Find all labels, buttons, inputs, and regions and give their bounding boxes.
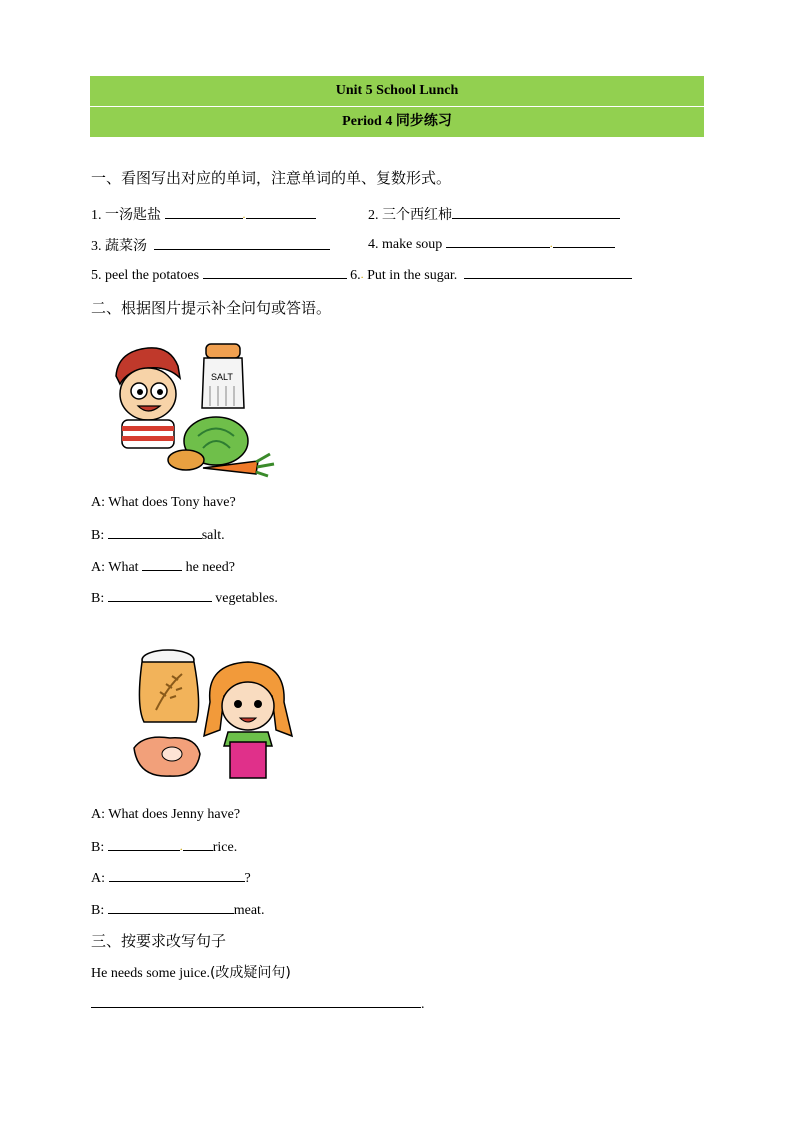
- exercise-4: 4. make soup .: [368, 235, 615, 253]
- rewrite-sentence: He needs some juice.: [91, 966, 210, 981]
- item-prompt: 三个西红柿: [382, 207, 452, 223]
- answer-blank[interactable]: [154, 237, 330, 250]
- answer-text: salt.: [201, 528, 225, 543]
- rewrite-prompt: [91, 962, 291, 982]
- jenny-picture: [126, 646, 306, 786]
- answer-blank[interactable]: [246, 206, 316, 219]
- salt-shaker-icon: [202, 344, 244, 408]
- speaker-label: B:: [91, 591, 105, 606]
- dialog-2-question-1: A: What does Jenny have?: [91, 807, 241, 822]
- answer-blank[interactable]: [553, 235, 615, 248]
- dialog-1-question-2: [91, 558, 235, 576]
- girl-icon: [204, 662, 292, 778]
- answer-text: rice.: [212, 840, 238, 855]
- answer-blank[interactable]: [183, 838, 213, 851]
- exercise-1: 1. 一汤匙盐 .: [91, 204, 316, 224]
- speaker-label: B:: [91, 903, 105, 918]
- worksheet-header: [90, 76, 704, 137]
- item-prompt: make soup: [382, 237, 443, 252]
- section-1-heading: 一、看图写出对应的单词，注意单词的单、复数形式。: [91, 169, 452, 187]
- item-number: 4.: [368, 237, 379, 252]
- answer-blank[interactable]: [108, 838, 180, 851]
- rewrite-instruction: (改成疑问句): [209, 965, 291, 981]
- answer-blank[interactable]: [464, 266, 632, 279]
- answer-blank[interactable]: [108, 526, 202, 539]
- item-prompt: Put in the sugar.: [367, 268, 458, 283]
- item-number: 6.: [350, 268, 361, 283]
- answer-text: meat.: [233, 903, 265, 918]
- end-period: .: [421, 997, 425, 1012]
- item-prompt: 蔬菜汤: [105, 238, 147, 254]
- item-number: 1.: [91, 208, 102, 223]
- dialog-2-answer-1: B: . rice.: [91, 839, 238, 855]
- exercise-2: [368, 204, 620, 224]
- answer-blank[interactable]: [203, 266, 347, 279]
- dialog-1-question-1: A: What does Tony have?: [91, 495, 236, 510]
- worksheet-title: Unit 5 School Lunch: [90, 76, 704, 106]
- boy-icon: [116, 348, 180, 448]
- answer-blank[interactable]: [108, 901, 234, 914]
- worksheet-subtitle: Period 4 同步练习: [90, 106, 704, 137]
- section-2-heading: 二、根据图片提示补全问句或答语。: [91, 299, 332, 317]
- tony-picture: [108, 336, 278, 481]
- dialog-2-answer-2: [91, 901, 264, 919]
- speaker-label: B:: [91, 528, 105, 543]
- exercise-5: 5. peel the potatoes 6.. Put in the sugar.: [91, 266, 632, 284]
- answer-blank[interactable]: [108, 589, 212, 602]
- rice-bag-icon: [139, 650, 198, 722]
- answer-blank[interactable]: [91, 995, 421, 1008]
- meat-icon: [134, 737, 200, 776]
- item-prompt: 一汤匙盐: [105, 207, 161, 223]
- item-number: 3.: [91, 239, 102, 254]
- dialog-2-question-2: [91, 869, 251, 887]
- dialog-1-answer-2: [91, 589, 278, 607]
- question-mark: ?: [244, 871, 251, 886]
- answer-blank[interactable]: [165, 206, 243, 219]
- item-number: 2.: [368, 208, 379, 223]
- rewrite-answer: [91, 995, 425, 1013]
- question-text: A: What: [91, 560, 139, 575]
- salt-label: SALT: [211, 372, 233, 382]
- exercise-3: [91, 235, 330, 255]
- answer-blank[interactable]: [109, 869, 245, 882]
- potato-icon: [168, 450, 204, 470]
- speaker-label: A:: [91, 871, 105, 886]
- item-number: 5.: [91, 268, 102, 283]
- answer-blank[interactable]: [452, 206, 620, 219]
- answer-text: vegetables.: [215, 591, 278, 606]
- question-text: he need?: [185, 560, 235, 575]
- answer-blank[interactable]: [142, 558, 182, 571]
- speaker-label: B:: [91, 840, 105, 855]
- dialog-1-answer-1: [91, 526, 225, 544]
- section-3-heading: 三、按要求改写句子: [91, 932, 227, 950]
- item-prompt: peel the potatoes: [105, 268, 200, 283]
- answer-blank[interactable]: [446, 235, 550, 248]
